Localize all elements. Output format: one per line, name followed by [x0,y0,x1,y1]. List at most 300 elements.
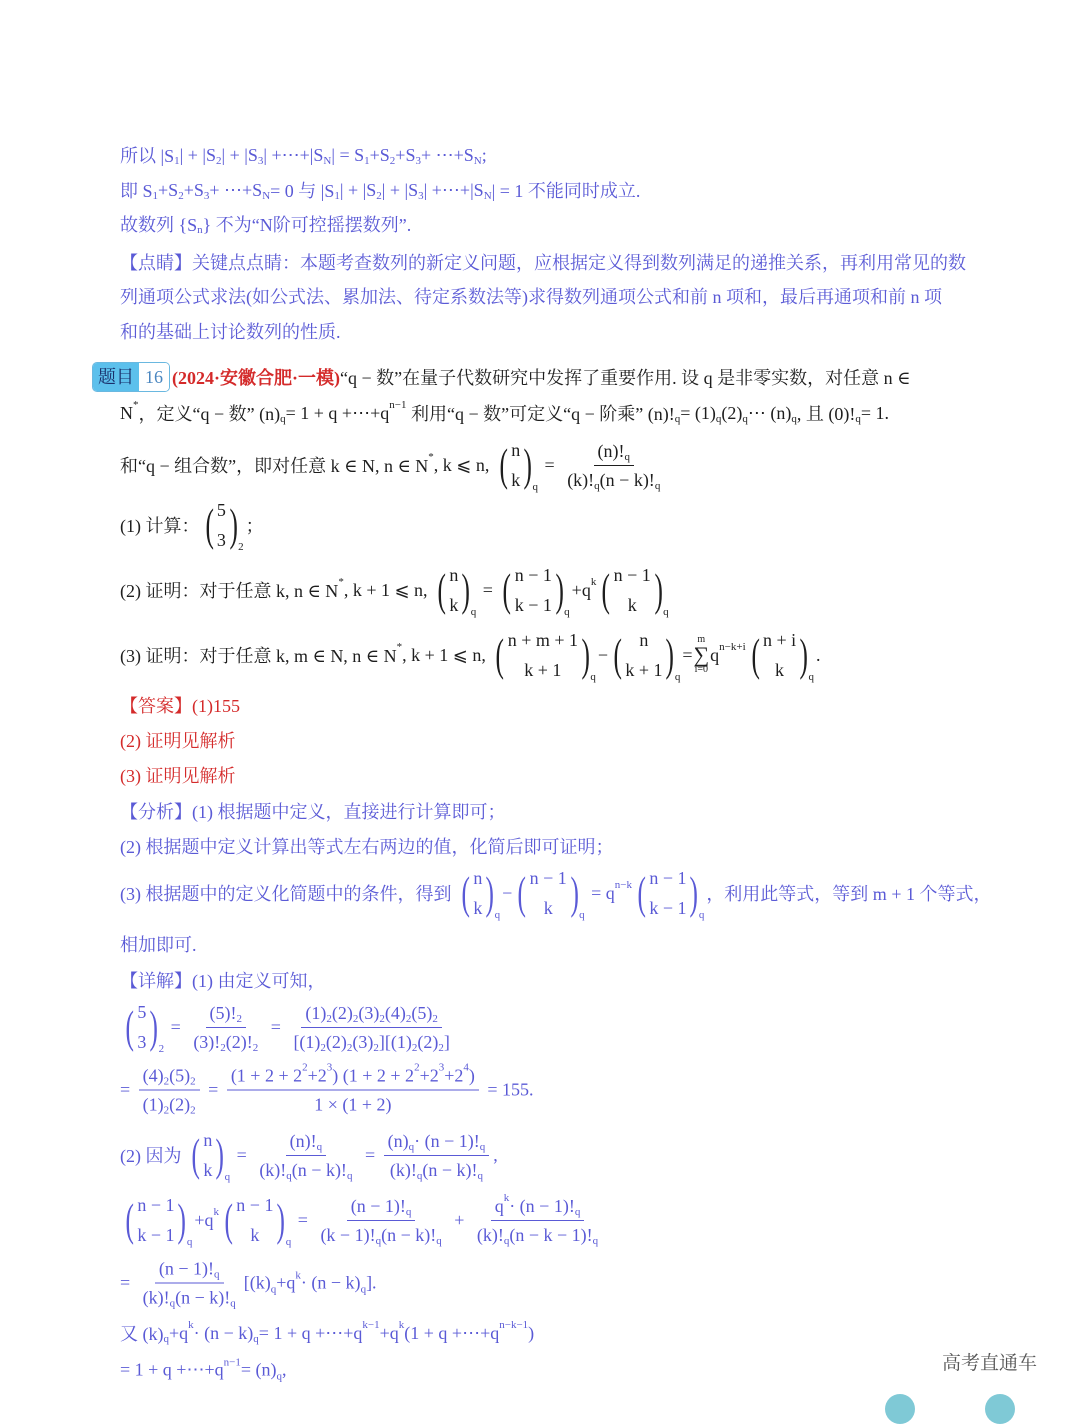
denominator [563,466,664,494]
text-run: (n − k)! [381,1224,437,1245]
subscript: 2 [379,1012,385,1025]
text-run: +S [158,179,179,200]
text-run: (3) [352,1031,374,1052]
text-line [120,1356,287,1382]
text-run: = q [586,882,615,903]
fraction [255,1127,356,1184]
superscript: n−k+i [719,641,746,653]
right-paren: ) [485,867,495,918]
binomial-top [449,560,458,590]
text-run: + [449,1209,469,1230]
text-line [120,692,240,718]
text-run: (3) [358,1002,380,1023]
text-run: . [815,644,821,665]
text-run: · (n − k) [193,1322,254,1343]
text-run: (2) 证明：对于任意 k, n ∈ N [120,581,339,601]
text-run: − [597,644,608,665]
text-run: n − 1 [529,868,567,888]
binomial-bottom [515,590,552,620]
text-run: (3) 根据题中的定义化简题中的条件，得到 [120,884,456,904]
subscript: q [253,1333,259,1345]
text-run: 5 [216,500,226,520]
text-run: = [232,1144,252,1165]
superscript: n−1 [223,1356,241,1368]
text-run: N [120,402,133,423]
binomial-bottom [217,525,226,555]
denominator [255,1156,356,1184]
right-paren: ) [570,867,579,918]
right-paren: ) [461,564,471,615]
text-run: = 0 与 |S [270,181,335,201]
text-run: k [775,660,785,680]
text-run: = [120,1272,135,1293]
binomial-subscript: q [494,909,501,921]
binomial-bottom [649,893,686,923]
binomial-subscript: q [224,1171,231,1183]
binomial-coefficient [202,495,244,555]
text-run: n − 1 [514,565,552,585]
fraction [189,999,262,1056]
text-run: | + |S [221,144,258,165]
subscript: 2 [320,1041,326,1054]
text-run: +S [395,144,416,165]
subscript: q [408,1140,415,1153]
text-run: (n − 1)! [158,1258,215,1279]
text-run: +q [571,579,591,600]
left-paren: ( [499,439,508,490]
subscript: q [360,1283,367,1295]
text-line [120,833,614,859]
binomial-coefficient [634,863,704,923]
binomial-subscript: q [285,1236,292,1248]
question-badge [92,362,170,392]
text-run: − [502,882,513,903]
subscript: q [855,413,861,425]
binomial-top [473,863,482,893]
text-run: = 1 + q +⋯+q [258,1322,363,1343]
subscript: q [276,1370,282,1382]
superscript: 2 [414,1061,420,1074]
binomial-coefficient [610,625,680,685]
superscript: * [396,641,403,653]
text-line [120,142,487,168]
text-run: (1) 计算： [120,516,200,536]
text-run: 利用“q − 数”可定义“q − 阶乘” (n)! [406,404,675,424]
text-run: = [166,1016,186,1037]
text-run: = 1 + q +⋯+q [285,402,390,423]
fraction [473,1192,602,1249]
superscript: k [213,1206,219,1218]
binomial-subscript: q [808,671,814,683]
superscript: * [133,399,139,411]
watermark: 高考直通车 [942,1352,1038,1374]
text-run: ] [443,1031,450,1052]
text-run: +S [183,179,204,200]
subscript: 1 [364,155,370,167]
binomial-top [236,1190,273,1220]
text-run: (k)! [476,1224,504,1245]
text-run: (3)! [193,1031,221,1052]
subscript: 2 [220,1041,226,1054]
denominator [473,1221,602,1249]
binomial-top [203,1125,212,1155]
subscript: q [346,1169,353,1182]
subscript: q [163,1333,169,1345]
text-line [120,1190,606,1250]
summation [693,635,709,675]
binomial-coefficient [458,863,500,923]
superscript: k [590,576,597,588]
text-run: = [478,579,498,600]
fraction [227,1062,479,1119]
text-run: 【点睛】关键点点睛：本题考查数列的新定义问题，应根据定义得到数列满足的递推关系，再利用常见的数 [120,253,966,273]
binomial-bottom [625,655,662,685]
text-line [120,318,341,344]
text-run: ]. [366,1272,377,1293]
subscript: q [574,1205,581,1218]
text-line [120,560,671,620]
binomial-coefficient [221,1190,291,1250]
text-line [120,1062,534,1119]
text-run: (1 + 2 + 2 [230,1065,303,1086]
subscript: 3 [203,190,210,202]
question-source: (2024·安徽合肥·一模) [172,368,340,388]
text-run: n [203,1130,213,1150]
text-run: + ⋯+S [209,179,263,200]
binomial-bottom [449,590,458,620]
subscript: q [654,479,661,492]
text-run: = [682,644,693,665]
text-run: = 155. [482,1079,534,1100]
text-run: · (n − 1)! [509,1195,575,1216]
text-run: 5 [137,1002,147,1022]
text-run: 和“q − 组合数”，即对任意 k ∈ N, n ∈ N [120,456,429,476]
subscript: 1 [174,155,180,167]
fraction [316,1192,445,1249]
binomial-subscript: 2 [158,1043,165,1055]
binomial-stack [508,625,578,685]
left-paren: ( [613,629,622,680]
binomial-stack [649,863,686,923]
fraction [289,999,453,1056]
text-run: | = 1 不能同时成立. [491,181,641,201]
right-paren: ) [177,1194,187,1245]
subscript: q [286,1169,292,1182]
text-line [120,727,236,753]
text-run: (1) [142,1094,164,1115]
text-run: (n) [387,1130,409,1151]
binomial-top [515,560,552,590]
binomial-coefficient [492,625,595,685]
text-run: , [493,1144,498,1165]
text-run: = (n) [240,1359,277,1380]
text-run: n − 1 [613,565,651,585]
text-run: k + 1 [524,660,562,680]
subscript: 2 [346,1041,353,1054]
text-run: +q [169,1322,189,1343]
binomial-stack [515,560,552,620]
subscript: q [280,413,286,425]
text-run: (n − k)! [599,469,655,490]
subscript: 2 [352,1012,359,1025]
text-run: “q − 数”在量子代数研究中发挥了重要作用. 设 q 是非零实数，对任意 n ∈ [340,368,911,388]
text-line [120,967,326,993]
subscript: q [405,1205,412,1218]
subscript: q [214,1268,220,1281]
subscript: 2 [252,1041,259,1054]
binomial-stack [137,1190,174,1250]
text-run: = [360,1144,380,1165]
text-run: (5)! [209,1002,237,1023]
left-paren: ( [637,867,646,918]
text-run: (4) [384,1002,406,1023]
text-line [120,798,506,824]
text-run: | +⋯+|S [263,144,324,165]
subscript: q [594,479,600,492]
text-run: (2) 根据题中定义计算出等式左右两边的值，化简后即可证明； [120,837,614,857]
text-run: +q [194,1209,214,1230]
text-run: } 不为“N阶可控摇摆数列”. [202,215,412,235]
subscript: 2 [236,1012,243,1025]
text-run: + ⋯+S [420,144,474,165]
subscript: q [477,1169,483,1182]
binomial-bottom [524,655,561,685]
text-run: , k + 1 ⩽ n, [402,644,491,665]
numerator [286,1127,326,1156]
subscript: 3 [415,155,421,167]
sum-upper: m [697,634,706,645]
right-paren: ) [149,1001,159,1052]
text-run: (n − k)! [175,1287,231,1308]
subscript: 2 [411,1041,418,1054]
text-run: +2 [419,1065,439,1086]
binomial-subscript: 2 [238,541,244,553]
right-paren: ) [555,564,564,615]
subscript: 2 [163,1104,170,1117]
text-run: (k − 1)! [320,1224,376,1245]
text-run: (2) [169,1094,191,1115]
text-line [120,1125,498,1185]
denominator [189,1028,262,1056]
text-line [120,400,889,426]
text-line [120,435,668,495]
subscript: N [323,155,332,167]
binomial-stack [137,997,146,1057]
text-run: · (n − k) [300,1272,361,1293]
binomial-top [763,625,796,655]
subscript: 2 [438,1041,444,1054]
right-paren: ) [523,439,533,490]
binomial-coefficient [499,560,569,620]
binomial-coefficient [748,625,814,685]
binomial-subscript: q [564,606,570,618]
text-run: ⋯ (n) [747,402,792,423]
text-run: n + m + 1 [507,630,579,650]
text-run: 列通项公式求法(如公式法、累加法、待定系数法等)求得数列通项公式和前 n 项和，最后再通项和前 n 项 [120,287,942,307]
text-run: , [281,1359,287,1380]
text-run: 即 S [120,181,153,201]
text-run: (n − k)! [291,1159,347,1180]
question-number: 16 [139,363,169,391]
binomial-stack [217,495,226,555]
text-run: k − 1 [137,1225,175,1245]
superscript: 2 [302,1061,308,1074]
text-run: · (n − 1)! [414,1130,480,1151]
text-run: = [203,1079,223,1100]
left-paren: ( [601,564,611,615]
text-run: (2) [417,1031,439,1052]
text-run: k [449,595,459,615]
binomial-stack [763,625,796,685]
binomial-stack [473,863,482,923]
binomial-coefficient [122,997,164,1057]
fraction [139,1255,240,1312]
text-run: (2) [331,1002,353,1023]
text-run: k [511,470,521,490]
subscript: q [791,413,797,425]
right-paren: ) [689,867,699,918]
text-run: 3 [137,1032,147,1052]
binomial-top [511,435,520,465]
superscript: 4 [463,1061,469,1074]
binomial-stack [530,863,567,923]
subscript: q [416,1169,423,1182]
badge-label: 题目 [93,363,139,391]
binomial-top [649,863,686,893]
text-run: (n − 1)! [350,1195,406,1216]
binomial-top [137,1190,174,1220]
denominator [310,1091,395,1119]
text-run: (2) 因为 [120,1146,186,1166]
binomial-stack [511,435,520,495]
subscript: q [375,1234,382,1247]
text-run: [(1) [293,1031,321,1052]
binomial-top [137,997,146,1027]
text-run: +2 [307,1065,327,1086]
numerator [347,1192,416,1221]
binomial-coefficient [514,863,584,923]
subscript: q [503,1234,510,1247]
binomial-subscript: q [186,1236,193,1248]
text-run: +q [276,1272,296,1293]
right-paren: ) [229,499,238,550]
superscript: k−1 [362,1319,380,1331]
text-run: k [627,595,637,615]
sigma: ∑ [693,642,710,667]
subscript: 2 [178,190,184,202]
subscript: 2 [376,190,382,202]
binomial-bottom [544,893,553,923]
superscript: 3 [326,1061,333,1074]
subscript: 3 [418,190,424,202]
superscript: k [188,1319,194,1331]
text-line [120,997,458,1057]
subscript: 3 [257,155,264,167]
binomial-subscript: q [590,671,596,683]
text-run: (1) [305,1002,327,1023]
denominator [139,1284,240,1312]
binomial-coefficient [122,1190,192,1250]
binomial-coefficient [496,435,538,495]
text-run: = [120,1079,135,1100]
text-run: q [710,644,720,665]
text-line [120,762,236,788]
text-run: 故数列 {S [120,215,198,235]
text-run: k [203,1160,213,1180]
left-paren: ( [125,1001,134,1052]
text-run: (4) [142,1065,164,1086]
text-run: 又 (k) [120,1324,164,1344]
left-paren: ( [751,629,760,680]
binomial-subscript: q [674,671,681,683]
text-line [120,177,640,203]
text-run: = (1) [680,402,716,423]
text-run: n + i [762,630,797,650]
binomial-stack [625,625,662,685]
fraction [384,1127,490,1184]
right-paren: ) [665,629,675,680]
question-header [92,362,910,392]
text-run: (2)! [225,1031,253,1052]
superscript: k [398,1319,405,1331]
text-run: ，定义“q − 数” (n) [138,404,281,424]
text-run: (k)! [567,469,595,490]
subscript: q [715,413,722,425]
subscript: q [674,413,681,425]
subscript: N [262,190,271,202]
text-line [120,495,264,555]
text-run: (2) 证明见解析 [120,731,236,751]
denominator [316,1221,445,1249]
text-run: n − 1 [137,1195,175,1215]
decorative-circle [985,1394,1015,1424]
text-run: ) (1 + 2 + 2 [332,1065,415,1086]
text-run: (k)! [142,1287,170,1308]
subscript: N [473,155,482,167]
subscript: q [436,1234,442,1247]
right-paren: ) [654,564,663,615]
subscript: q [624,450,630,463]
subscript: q [169,1297,176,1310]
text-line [120,931,197,957]
binomial-coefficient [598,560,668,620]
subscript: 2 [163,1075,170,1088]
subscript: 1 [152,190,159,202]
binomial-subscript: q [470,606,477,618]
text-run: 【分析】(1) 根据题中定义，直接进行计算即可； [120,802,506,822]
right-paren: ) [581,629,590,680]
text-run: = 1 + q +⋯+q [120,1359,224,1380]
superscript: k [295,1269,301,1281]
text-run: k [543,898,553,918]
subscript: q [592,1234,599,1247]
binomial-top [217,495,226,525]
text-run: ) [468,1065,475,1086]
binomial-bottom [203,1155,212,1185]
text-run: k [250,1225,260,1245]
numerator [301,999,442,1028]
subscript: q [316,1140,323,1153]
text-line [120,1255,377,1312]
left-paren: ( [502,564,512,615]
text-run: k [473,898,483,918]
text-run: (n − k − 1)! [509,1224,593,1245]
text-run: 1 × (1 + 2) [314,1094,392,1115]
binomial-bottom [473,893,482,923]
text-line [120,249,966,275]
binomial-bottom [775,655,784,685]
text-run: 3 [216,530,226,550]
